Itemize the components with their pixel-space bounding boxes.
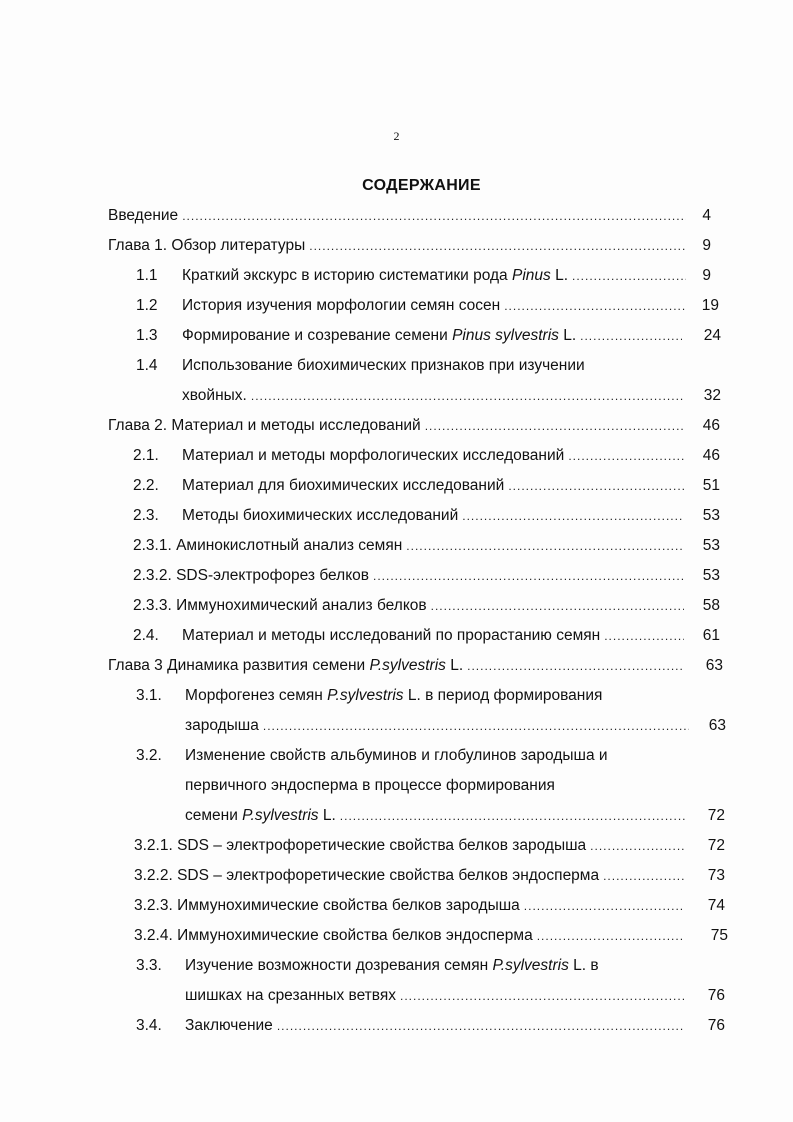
toc-entry[interactable]	[108, 206, 690, 226]
toc-entry[interactable]	[134, 836, 689, 856]
toc-title: СОДЕРЖАНИЕ	[362, 177, 481, 194]
toc-leader-dots	[508, 476, 684, 496]
toc-entry-page: 4	[702, 207, 711, 224]
toc-leader-dots	[277, 1016, 685, 1036]
toc-entry-text: Материал и методы исследований	[171, 417, 421, 434]
toc-leader-dots	[590, 836, 685, 856]
toc-entry-page: 46	[702, 417, 720, 434]
toc-leader-dots	[309, 236, 686, 256]
toc-entry-page: 76	[707, 1017, 725, 1034]
toc-entry-page: 9	[702, 237, 711, 254]
toc-entry[interactable]	[182, 326, 686, 346]
toc-entry-number: 3.3.	[136, 957, 162, 974]
toc-leader-dots	[425, 416, 684, 436]
toc-entry-text: Динамика развития семени P.sylvestris L.	[167, 657, 464, 674]
toc-leader-dots	[568, 446, 684, 466]
toc-entry-number: 3.2.2.	[134, 867, 173, 884]
toc-entry[interactable]	[108, 656, 688, 676]
toc-entry[interactable]	[133, 596, 688, 616]
toc-entry-page: 74	[707, 897, 725, 914]
toc-entry-number: 2.3.3.	[133, 597, 172, 614]
toc-entry-text: зародыша	[185, 717, 259, 734]
toc-entry-number: 2.3.2.	[133, 567, 172, 584]
toc-entry[interactable]	[185, 806, 689, 826]
toc-entry[interactable]	[185, 716, 693, 736]
toc-entry-page: 63	[705, 657, 723, 674]
toc-entry-number: 2.4.	[133, 627, 159, 644]
toc-entry-page: 72	[707, 807, 725, 824]
toc-entry[interactable]	[108, 416, 688, 436]
toc-entry-text: Обзор литературы	[171, 237, 306, 254]
toc-leader-dots	[182, 206, 686, 226]
toc-entry-text: Иммунохимический анализ белков	[176, 597, 427, 614]
toc-entry-number: Глава 3	[108, 657, 163, 674]
toc-entry-text: История изучения морфологии семян сосен	[182, 297, 501, 314]
toc-entry[interactable]	[133, 536, 688, 556]
toc-entry-text: Морфогенез семян P.sylvestris L. в период формирования	[185, 687, 603, 704]
toc-entry-text: Иммунохимические свойства белков зародыша	[177, 897, 520, 914]
toc-entry[interactable]	[182, 506, 688, 526]
toc-entry-text: Аминокислотный анализ семян	[176, 537, 403, 554]
toc-entry-text: семени P.sylvestris L.	[185, 807, 336, 824]
toc-entry-text: Материал и методы исследований по прорастанию семян	[182, 627, 601, 644]
toc-leader-dots	[504, 296, 686, 316]
toc-entry[interactable]	[182, 266, 690, 286]
toc-leader-dots	[580, 326, 682, 346]
toc-entry-number: 1.1	[136, 267, 158, 284]
toc-entry-number: 2.1.	[133, 447, 159, 464]
toc-entry-text: первичного эндосперма в процессе формирования	[185, 777, 555, 794]
toc-entry[interactable]	[133, 566, 688, 586]
toc-entry-number: 1.3	[136, 327, 158, 344]
toc-entry-page: 53	[702, 567, 720, 584]
toc-entry-page: 46	[702, 447, 720, 464]
toc-entry-text: Формирование и созревание семени Pinus sylvestris L.	[182, 327, 577, 344]
toc-entry-page: 9	[702, 267, 711, 284]
toc-entry[interactable]	[185, 986, 689, 1006]
toc-entry-page: 53	[702, 537, 720, 554]
toc-entry[interactable]	[182, 296, 690, 316]
toc-entry-number: 3.2.3.	[134, 897, 173, 914]
toc-entry-text: Использование биохимических признаков при изучении	[182, 357, 585, 374]
toc-entry[interactable]	[134, 896, 689, 916]
toc-entry-text: Материал и методы морфологических исследований	[182, 447, 565, 464]
toc-leader-dots	[263, 716, 689, 736]
toc-leader-dots	[406, 536, 684, 556]
toc-leader-dots	[431, 596, 684, 616]
toc-entry-number: 3.2.4.	[134, 927, 173, 944]
toc-entry-text: Материал для биохимических исследований	[182, 477, 505, 494]
toc-entry[interactable]	[185, 1016, 689, 1036]
toc-entry-page: 24	[703, 327, 721, 344]
page-number: 2	[393, 129, 400, 143]
toc-entry-number: 2.2.	[133, 477, 159, 494]
toc-leader-dots	[467, 656, 684, 676]
toc-leader-dots	[603, 866, 685, 886]
toc-entry-text: SDS – электрофоретические свойства белков эндосперма	[177, 867, 600, 884]
toc-entry-number: 3.2.	[136, 747, 162, 764]
toc-leader-dots	[537, 926, 685, 946]
toc-entry-text: хвойных.	[182, 387, 247, 404]
toc-entry-text: Краткий экскурс в историю систематики рода Pinus L.	[182, 267, 568, 284]
toc-entry-number: 2.3.	[133, 507, 159, 524]
toc-leader-dots	[251, 386, 684, 406]
toc-entry-number: 1.2	[136, 297, 158, 314]
toc-entry-number: 1.4	[136, 357, 158, 374]
toc-entry[interactable]	[108, 236, 690, 256]
toc-leader-dots	[524, 896, 685, 916]
toc-entry-page: 75	[710, 927, 728, 944]
toc-entry-text: шишках на срезанных ветвях	[185, 987, 396, 1004]
toc-entry-number: Глава 2.	[108, 417, 168, 434]
toc-entry-page: 58	[702, 597, 720, 614]
toc-entry[interactable]	[182, 476, 688, 496]
toc-entry-number: 3.4.	[136, 1017, 162, 1034]
toc-entry-number: 2.3.1.	[133, 537, 172, 554]
toc-entry-text: Изучение возможности дозревания семян P.sylvestris L. в	[185, 957, 599, 974]
toc-entry-page: 32	[703, 387, 721, 404]
toc-leader-dots	[373, 566, 684, 586]
toc-leader-dots	[572, 266, 686, 286]
toc-entry[interactable]	[182, 446, 688, 466]
toc-entry-text: Иммунохимические свойства белков эндосперма	[177, 927, 533, 944]
toc-entry-page: 61	[702, 627, 720, 644]
toc-entry-text: Изменение свойств альбуминов и глобулинов зародыша и	[185, 747, 608, 764]
toc-entry-page: 72	[707, 837, 725, 854]
toc-leader-dots	[340, 806, 685, 826]
toc-entry-page: 51	[702, 477, 720, 494]
toc-leader-dots	[604, 626, 684, 646]
toc-entry-text: Методы биохимических исследований	[182, 507, 459, 524]
toc-entry[interactable]	[182, 626, 688, 646]
toc-entry[interactable]	[134, 866, 689, 886]
toc-entry[interactable]	[182, 386, 688, 406]
toc-leader-dots	[400, 986, 685, 1006]
toc-entry-text: Введение	[108, 207, 179, 224]
toc-leader-dots	[462, 506, 684, 526]
toc-entry-number: 3.1.	[136, 687, 162, 704]
toc-entry-page: 63	[708, 717, 726, 734]
toc-entry[interactable]	[134, 926, 689, 946]
toc-entry-number: 3.2.1.	[134, 837, 173, 854]
toc-entry-text: Заключение	[185, 1017, 273, 1034]
toc-entry-page: 76	[707, 987, 725, 1004]
toc-entry-page: 73	[707, 867, 725, 884]
toc-entry-number: Глава 1.	[108, 237, 168, 254]
toc-entry-page: 53	[702, 507, 720, 524]
toc-entry-text: SDS-электрофорез белков	[176, 567, 370, 584]
toc-entry-page: 19	[701, 297, 719, 314]
toc-entry-text: SDS – электрофоретические свойства белков зародыша	[177, 837, 587, 854]
